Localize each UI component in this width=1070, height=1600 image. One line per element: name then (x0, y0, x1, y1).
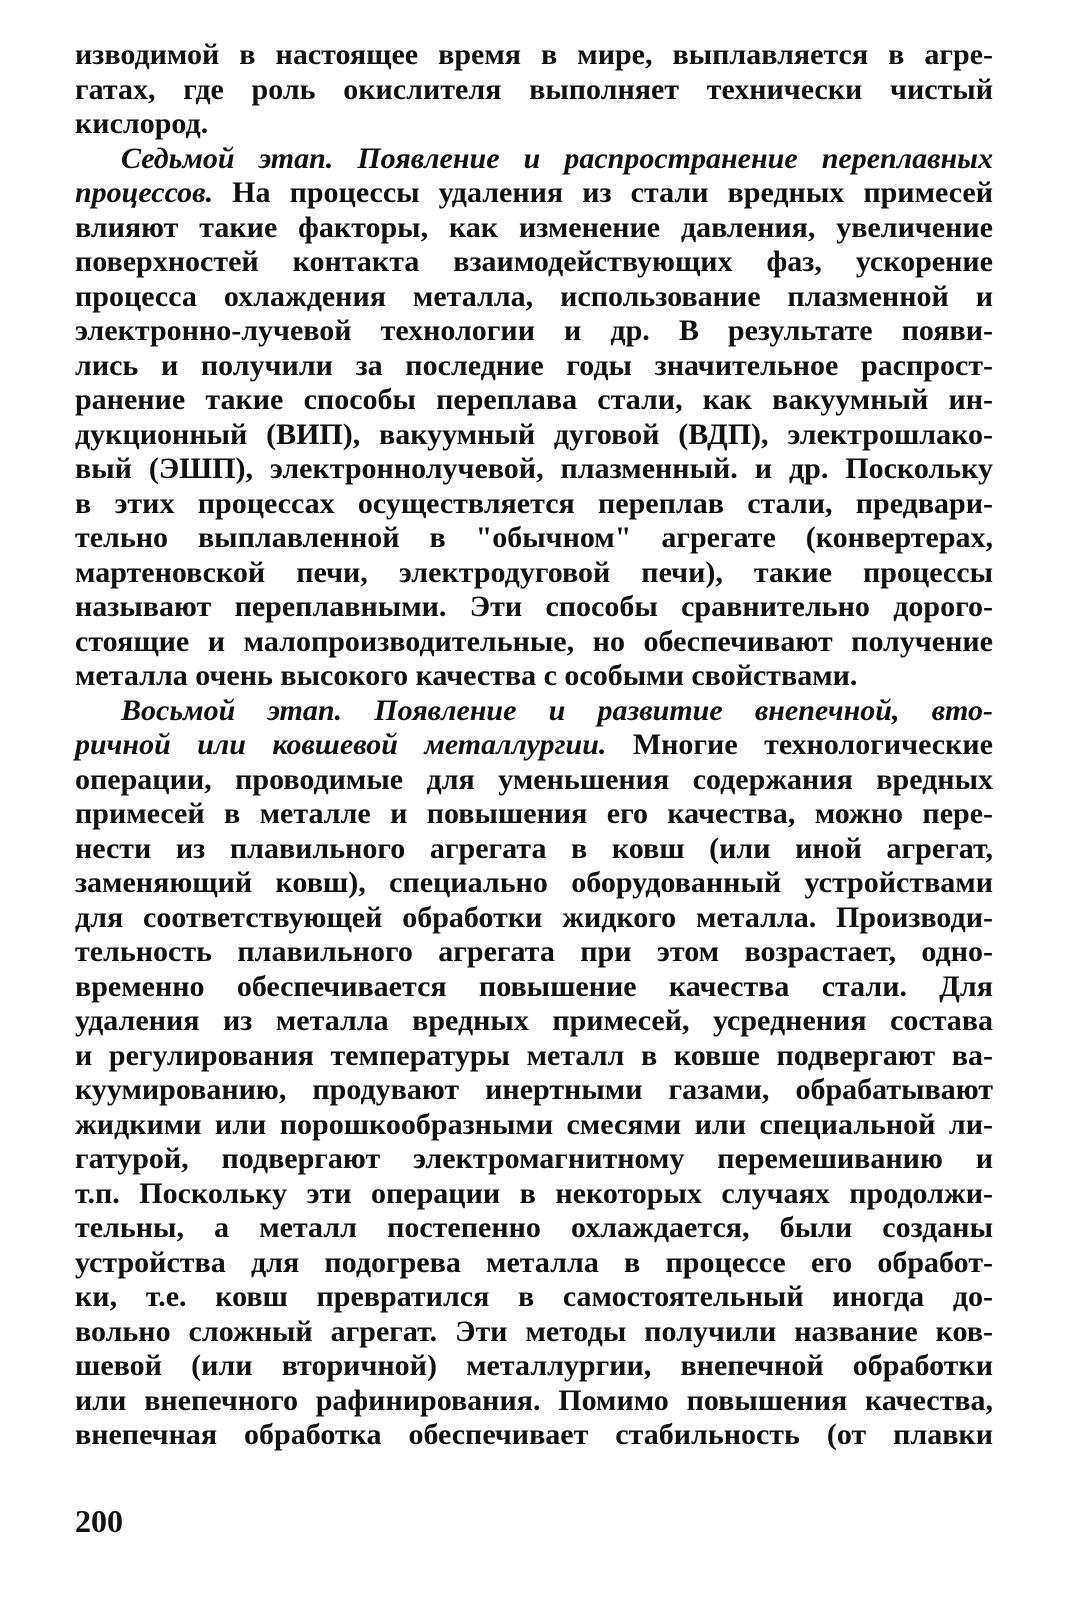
page-number: 200 (75, 1503, 123, 1539)
text-line: влияют такие факторы, как изменение давления, увеличение (75, 210, 993, 244)
text-line: кислород. (75, 107, 209, 140)
text-line: тельны, а металл постепенно охлаждается, были созданы (75, 1211, 993, 1244)
text-line: ки, т.е. ковш превратился в самостоятельный иногда до- (75, 1280, 993, 1313)
text-line: для соответствующей обработки жидкого металла. Производи- (75, 900, 993, 934)
text-line: мартеновской печи, электродуговой печи), такие процессы (75, 555, 993, 589)
text-line: нести из плавильного агрегата в ковш (или иной агрегат, (75, 831, 993, 865)
text-line: тельность плавильного агрегата при этом возрастает, одно- (75, 935, 993, 968)
text-line: удаления из металла вредных примесей, усреднения состава (75, 1004, 993, 1037)
text-line: куумированию, продувают инертными газами, обрабатывают (75, 1073, 993, 1106)
text-line: жидкими или порошкообразными смесями или специальной ли- (75, 1107, 993, 1141)
text-line: процесса охлаждения металла, использование плазменной и (75, 279, 993, 313)
section-heading-run: процессов. (75, 176, 214, 209)
text-line: вый (ЭШП), электроннолучевой, плазменный. и др. Поскольку (75, 452, 993, 485)
text-line: временно обеспечивается повышение качества стали. Для (75, 969, 993, 1003)
paragraph (75, 38, 993, 142)
section-heading-line: Восьмой этап. Появление и развитие внепечной, вто- (121, 693, 993, 727)
text-line: металла очень высокого качества с особыми свойствами. (75, 659, 858, 692)
paragraph (75, 694, 993, 1453)
text-line: примесей в металле и повышения его качества, можно пере- (75, 797, 993, 830)
text-line: дукционный (ВИП), вакуумный дуговой (ВДП), электрошлако- (75, 417, 993, 451)
paragraph (75, 142, 993, 694)
text-line: тельно выплавленной в "обычном" агрегате (конвертерах, (75, 521, 993, 554)
text-line (75, 176, 993, 211)
text-run: На процессы удаления из стали вредных примесей (213, 176, 993, 209)
text-line: операции, проводимые для уменьшения содержания вредных (75, 762, 993, 796)
text-line: в этих процессах осуществляется переплав стали, предвари- (75, 486, 993, 520)
text-line: лись и получили за последние годы значительное распрост- (75, 348, 993, 382)
text-line: гатах, где роль окислителя выполняет технически чистый (75, 72, 993, 106)
text-line: т.п. Поскольку эти операции в некоторых случаях продолжи- (75, 1176, 993, 1210)
text-line: изводимой в настоящее время в мире, выплавляется в агре- (75, 38, 993, 71)
text-line: или внепечного рафинирования. Помимо повышения качества, (75, 1383, 993, 1417)
text-line: гатурой, подвергают электромагнитному перемешиванию и (75, 1142, 993, 1175)
text-line: электронно-лучевой технологии и др. В результате появи- (75, 314, 993, 347)
page-body (75, 38, 993, 1453)
text-line: стоящие и малопроизводительные, но обеспечивают получение (75, 624, 993, 658)
text-line: ранение такие способы переплава стали, как вакуумный ин- (75, 383, 993, 416)
text-line: устройства для подогрева металла в процессе его обработ- (75, 1245, 993, 1279)
text-line: называют переплавными. Эти способы сравнительно дорого- (75, 590, 993, 623)
text-line: внепечная обработка обеспечивает стабильность (от плавки (75, 1418, 993, 1451)
text-line: заменяющий ковш), специально оборудованный устройствами (75, 866, 993, 899)
text-line: шевой (или вторичной) металлургии, внепечной обработки (75, 1349, 993, 1382)
text-line: и регулирования температуры металл в ковше подвергают ва- (75, 1038, 993, 1072)
section-heading-run: ричной или ковшевой металлургии. (75, 728, 607, 761)
text-run: Многие технологические (606, 728, 993, 761)
text-line (75, 728, 993, 763)
text-line: поверхностей контакта взаимодействующих фаз, ускорение (75, 245, 993, 278)
section-heading-line: Седьмой этап. Появление и распространение переплавных (121, 141, 993, 175)
text-line: вольно сложный агрегат. Эти методы получили название ков- (75, 1314, 993, 1348)
